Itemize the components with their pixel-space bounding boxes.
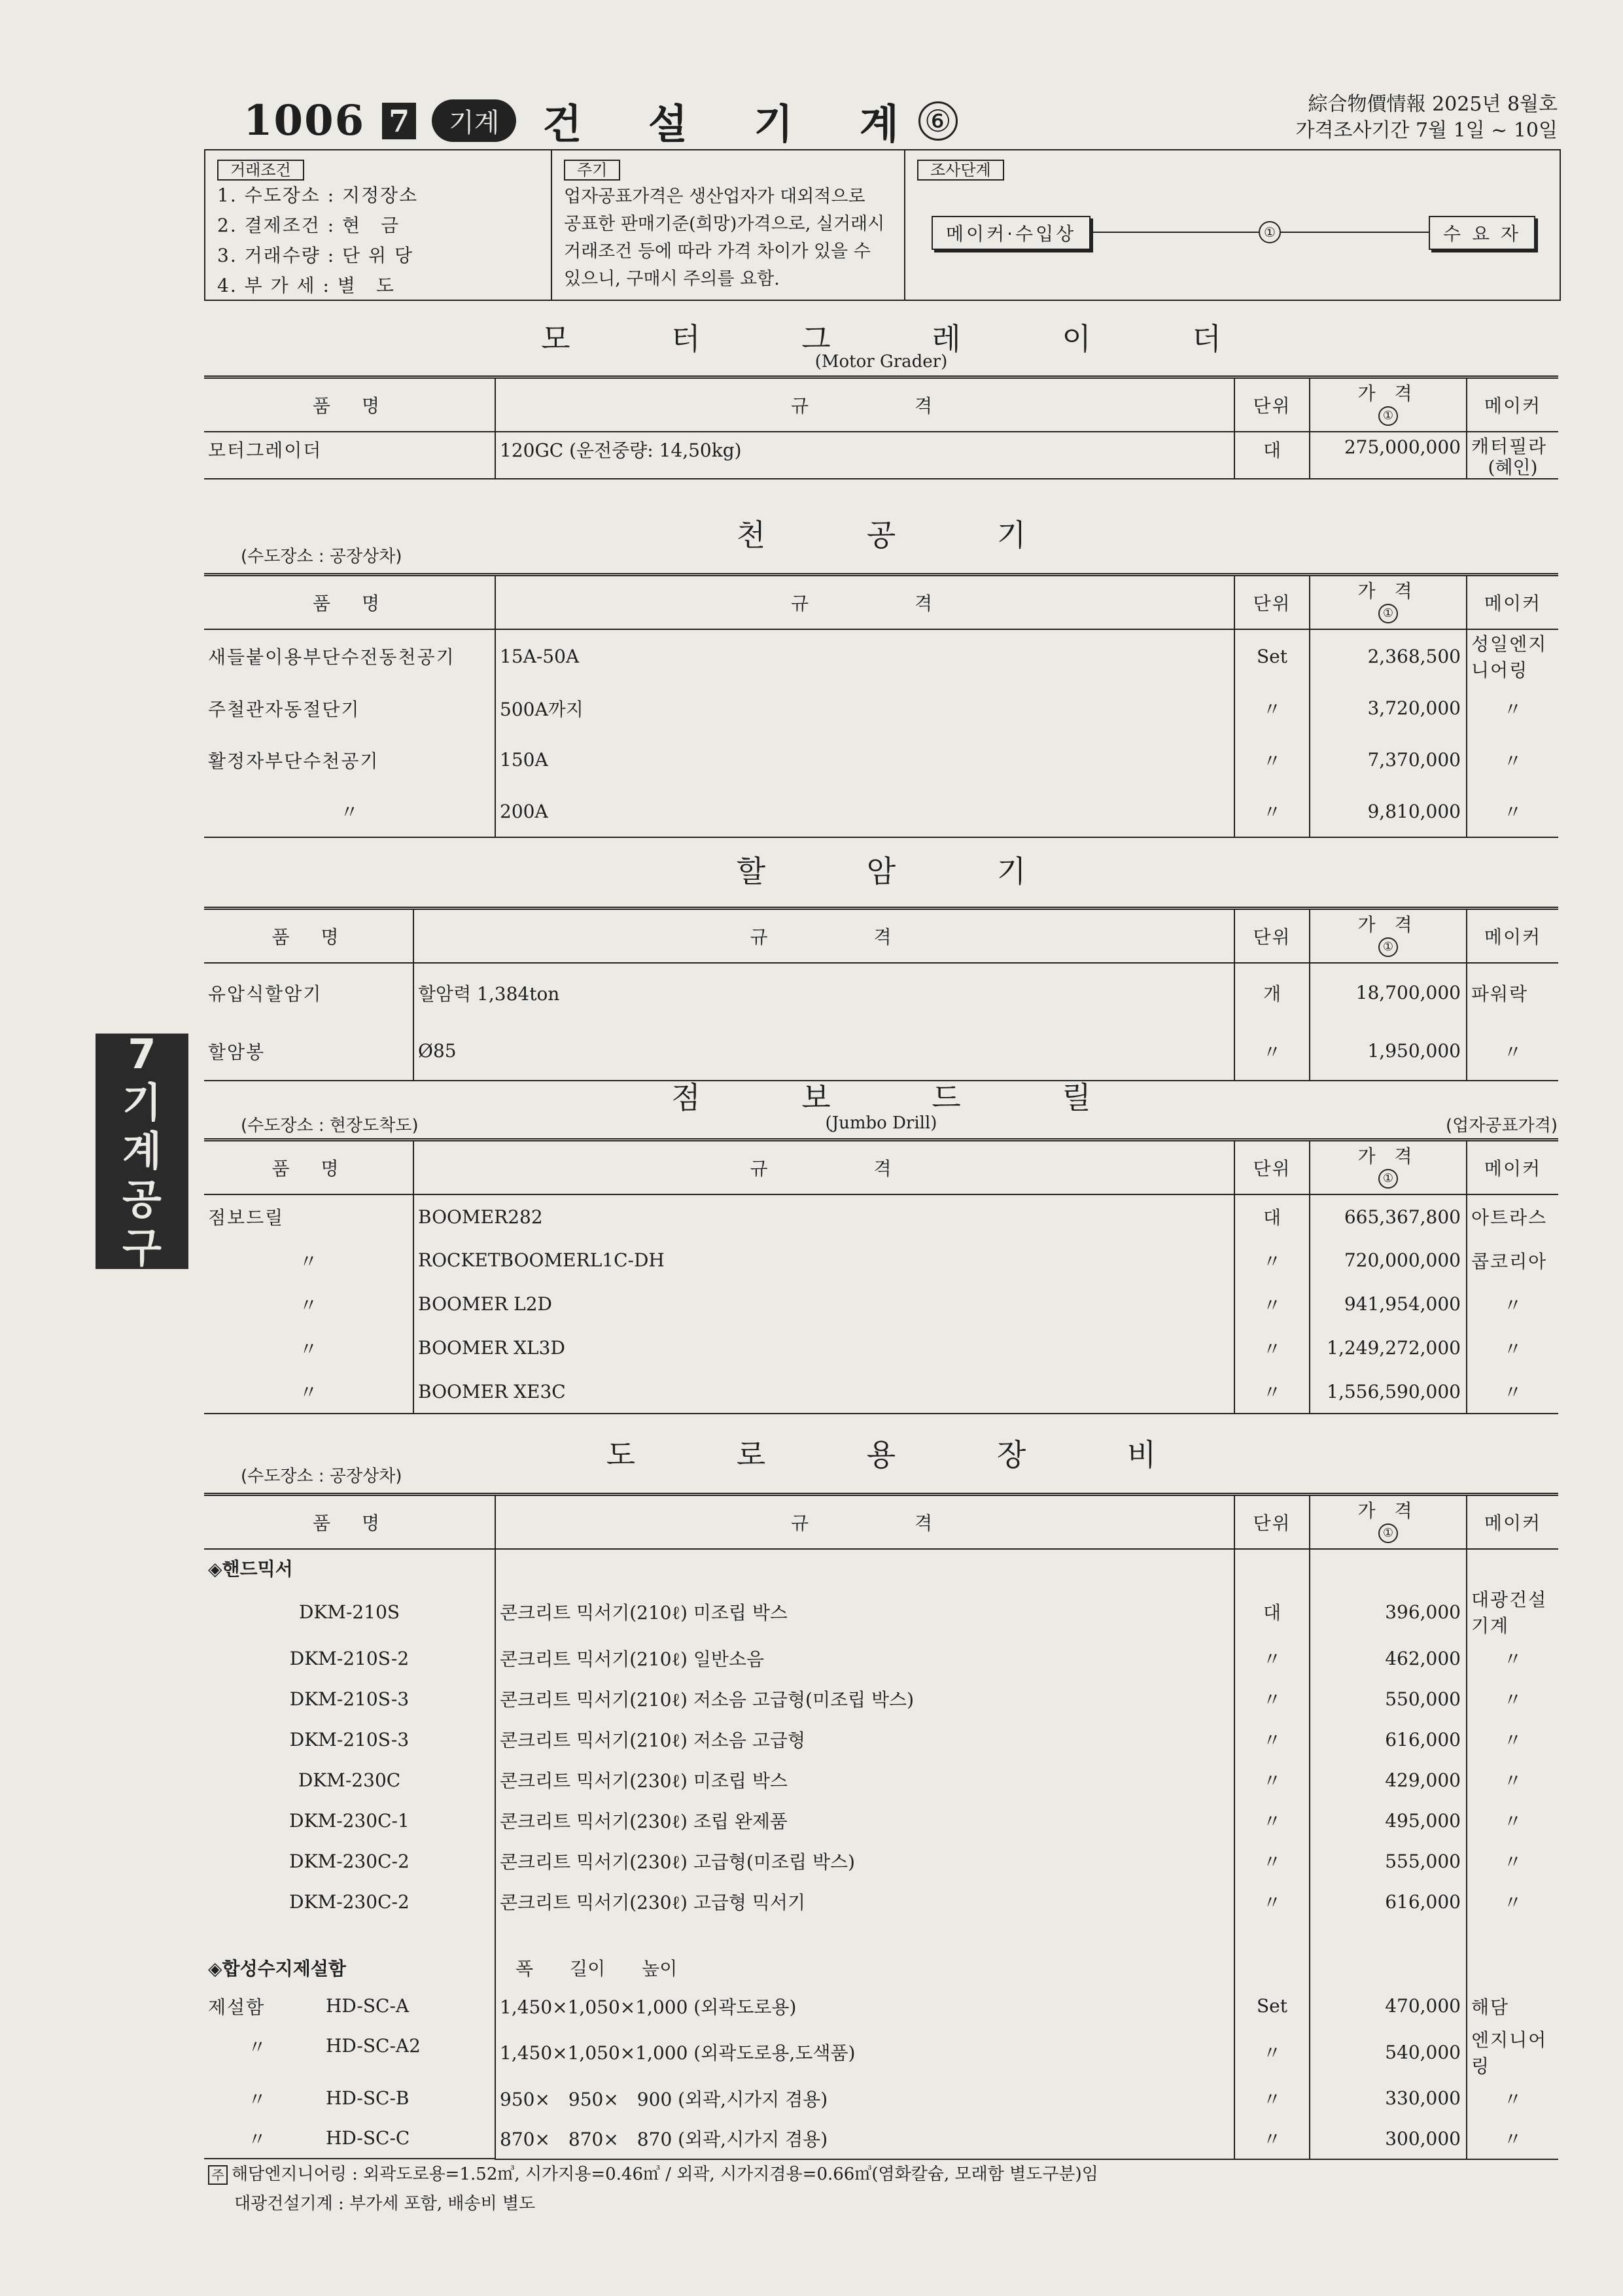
item-unit: 〃 — [1234, 1022, 1310, 1081]
col-price — [1310, 1495, 1467, 1550]
table-row — [204, 1282, 1558, 1326]
item-name: 새들붙이용부단수전동천공기 — [208, 646, 455, 668]
item-price: 720,000,000 — [1310, 1238, 1467, 1282]
col-spec: 규 격 — [495, 575, 1234, 630]
col-maker: 메이커 — [1467, 909, 1558, 964]
item-unit: 〃 — [1234, 682, 1310, 734]
item-spec: 콘크리트 믹서기(210ℓ) 저소음 고급형 — [495, 1719, 1234, 1760]
item-name: 활정자부단수천공기 — [208, 750, 379, 772]
item-name: DKM-210S-3 — [289, 1688, 410, 1710]
trade-condition-item: 1. 수도장소 : 지정장소 — [217, 184, 419, 206]
item-spec: BOOMER XE3C — [413, 1370, 1234, 1414]
item-price: 396,000 — [1310, 1586, 1467, 1638]
item-maker: 〃 — [1467, 1719, 1558, 1760]
item-unit: 〃 — [1234, 2118, 1310, 2159]
flow-marker: ① — [1259, 221, 1281, 243]
item-unit: 대 — [1234, 432, 1310, 479]
item-spec: BOOMER282 — [413, 1194, 1234, 1238]
item-name — [204, 2026, 495, 2066]
item-maker: 해담 — [1467, 1986, 1558, 2026]
survey-flow — [932, 216, 1560, 249]
trade-conditions-label: 거래조건 — [217, 160, 304, 181]
item-unit: 개 — [1234, 963, 1310, 1022]
publication-title: 綜合物價情報 2025년 8월호 — [1308, 93, 1558, 116]
note-mark: 주 — [208, 2165, 228, 2185]
empty-cell — [1310, 1949, 1467, 1986]
col-item: 품 명 — [204, 1495, 495, 1550]
spacer-row — [204, 1922, 1558, 1949]
item-name: 〃 — [299, 1338, 318, 1360]
delivery-place-jumbo: (수도장소 : 현장도착도) — [241, 1116, 419, 1136]
item-maker: 〃 — [1467, 1881, 1558, 1922]
item-model: HD-SC-A — [326, 1995, 410, 2017]
empty-cell — [204, 1922, 495, 1949]
notes-label: 주기 — [564, 160, 620, 181]
item-spec: 950× 950× 900 (외곽,시가지 겸용) — [495, 2078, 1234, 2118]
col-price — [1310, 377, 1467, 432]
table-row — [204, 1719, 1558, 1760]
side-tab-char: 기 — [122, 1079, 162, 1126]
item-name: DKM-210S — [298, 1601, 400, 1623]
item-unit: 〃 — [1234, 734, 1310, 786]
col-unit: 단위 — [1234, 575, 1310, 630]
item-name — [204, 1986, 495, 2026]
item-unit: Set — [1234, 629, 1310, 682]
item-name: DKM-210S-3 — [289, 1728, 410, 1750]
empty-cell — [1310, 1922, 1467, 1949]
group-spec-header — [495, 1549, 1234, 1586]
table-row — [204, 2078, 1558, 2118]
group-spec-header: 폭 길이 높이 — [495, 1949, 1234, 1986]
item-price: 9,810,000 — [1310, 786, 1467, 837]
delivery-place-road: (수도장소 : 공장상차) — [241, 1467, 402, 1486]
item-unit: 〃 — [1234, 2026, 1310, 2078]
item-model: HD-SC-A2 — [326, 2035, 421, 2057]
item-maker: 〃 — [1467, 1679, 1558, 1719]
table-row — [204, 1022, 1558, 1081]
flow-from-box: 메이커·수입상 — [932, 216, 1091, 250]
section-title-road-equipment: 도 로 용 장 비 — [606, 1437, 1202, 1472]
publication-info — [1296, 92, 1558, 144]
conditions-box — [204, 149, 1561, 301]
table-row — [204, 1679, 1558, 1719]
item-price: 495,000 — [1310, 1800, 1467, 1841]
item-price: 665,367,800 — [1310, 1194, 1467, 1238]
item-price: 470,000 — [1310, 1986, 1467, 2026]
item-maker: 파워락 — [1467, 963, 1558, 1022]
item-spec: 870× 870× 870 (외곽,시가지 겸용) — [495, 2118, 1234, 2159]
item-maker: 〃 — [1467, 1282, 1558, 1326]
item-prefix: 〃 — [247, 2128, 266, 2150]
col-price — [1310, 575, 1467, 630]
item-price: 616,000 — [1310, 1719, 1467, 1760]
item-spec: 콘크리트 믹서기(230ℓ) 조립 완제품 — [495, 1800, 1234, 1841]
table-row — [204, 1370, 1558, 1414]
section-title-motor-grader: 모 터 그 레 이 더 — [541, 321, 1267, 357]
item-spec: BOOMER XL3D — [413, 1326, 1234, 1370]
table-row — [204, 2026, 1558, 2078]
item-model: HD-SC-C — [326, 2127, 410, 2149]
notes-line: 공표한 판매기준(희망)가격으로, 실거래시 — [564, 214, 885, 234]
side-tab-char: 공 — [122, 1175, 162, 1223]
item-unit: 〃 — [1234, 1760, 1310, 1800]
col-price-label: 가 격 — [1357, 383, 1419, 404]
item-price: 3,720,000 — [1310, 682, 1467, 734]
item-price: 1,950,000 — [1310, 1022, 1467, 1081]
item-name: 할암봉 — [204, 1022, 413, 1081]
table-row — [204, 1194, 1558, 1238]
col-spec: 규 격 — [495, 377, 1234, 432]
table-header-row — [204, 1140, 1558, 1195]
section-subtitle-motor-grader: (Motor Grader) — [814, 352, 948, 372]
col-maker: 메이커 — [1467, 575, 1558, 630]
footnote-1 — [208, 2161, 1098, 2185]
item-unit: 〃 — [1234, 1719, 1310, 1760]
item-name: DKM-230C-2 — [289, 1890, 410, 1913]
page-number: 1006 — [243, 96, 366, 145]
item-maker: 아트라스 — [1467, 1194, 1558, 1238]
item-spec: 1,450×1,050×1,000 (외곽도로용) — [495, 1986, 1234, 2026]
table-header-row — [204, 1495, 1558, 1550]
col-maker: 메이커 — [1467, 377, 1558, 432]
col-maker: 메이커 — [1467, 1140, 1558, 1195]
col-price-marker: ① — [1378, 1169, 1398, 1189]
item-spec: 15A-50A — [495, 629, 1234, 682]
item-price: 275,000,000 — [1310, 432, 1467, 479]
col-unit: 단위 — [1234, 909, 1310, 964]
table-header-row — [204, 377, 1558, 432]
item-maker: 〃 — [1467, 682, 1558, 734]
page-title-number: ⑥ — [918, 101, 958, 141]
item-unit: 대 — [1234, 1194, 1310, 1238]
col-spec: 규 격 — [413, 909, 1234, 964]
trade-condition-item: 4. 부 가 세 : 별 도 — [217, 275, 395, 296]
item-maker: 〃 — [1467, 1370, 1558, 1414]
table-jumbo-drill — [204, 1138, 1558, 1414]
item-maker: 〃 — [1467, 2078, 1558, 2118]
item-maker: 〃 — [1467, 1022, 1558, 1081]
chapter-side-tab — [96, 1030, 188, 1272]
empty-cell — [495, 1922, 1234, 1949]
item-price: 330,000 — [1310, 2078, 1467, 2118]
table-row — [204, 1841, 1558, 1881]
side-tab-char: 계 — [122, 1127, 162, 1175]
col-unit: 단위 — [1234, 1140, 1310, 1195]
col-unit: 단위 — [1234, 377, 1310, 432]
col-item: 품 명 — [204, 377, 495, 432]
table-row — [204, 786, 1558, 837]
item-spec: 콘크리트 믹서기(210ℓ) 저소음 고급형(미조립 박스) — [495, 1679, 1234, 1719]
item-spec: 500A까지 — [495, 682, 1234, 734]
item-name: 〃 — [204, 786, 495, 837]
item-price: 550,000 — [1310, 1679, 1467, 1719]
item-price: 300,000 — [1310, 2118, 1467, 2159]
item-maker: 〃 — [1467, 734, 1558, 786]
item-unit: 〃 — [1234, 1881, 1310, 1922]
item-maker: 〃 — [1467, 786, 1558, 837]
item-spec: 200A — [495, 786, 1234, 837]
table-row — [204, 1800, 1558, 1841]
col-price-label: 가 격 — [1357, 1145, 1419, 1167]
item-maker: 〃 — [1467, 1760, 1558, 1800]
category-badge: 기계 — [432, 99, 516, 142]
table-motor-grader — [204, 375, 1558, 479]
section-number-badge: 7 — [382, 103, 416, 139]
delivery-place-drill: (수도장소 : 공장상차) — [241, 547, 402, 566]
table-row — [204, 1760, 1558, 1800]
item-name: DKM-230C-2 — [289, 1850, 410, 1872]
trade-conditions-list — [217, 181, 539, 301]
table-splitter — [204, 907, 1558, 1081]
item-spec: ROCKETBOOMERL1C-DH — [413, 1238, 1234, 1282]
col-item: 품 명 — [204, 1140, 413, 1195]
notes-line: 업자공표가격은 생산업자가 대외적으로 — [564, 186, 865, 207]
table-row — [204, 1586, 1558, 1638]
table-road-equipment — [204, 1493, 1558, 2160]
item-name: 점보드릴 — [208, 1207, 285, 1228]
item-maker: 〃 — [1467, 2118, 1558, 2159]
footnote-2: 대광건설기계 : 부가세 포함, 배송비 별도 — [234, 2194, 536, 2214]
item-spec: 1,450×1,050×1,000 (외곽도로용,도색품) — [495, 2026, 1234, 2078]
jumbo-rows — [204, 1194, 1558, 1414]
empty-cell — [1310, 1549, 1467, 1586]
empty-cell — [1234, 1949, 1310, 1986]
item-maker: 〃 — [1467, 1638, 1558, 1679]
maker-name: 캐터필라 — [1471, 436, 1548, 457]
item-price: 18,700,000 — [1310, 963, 1467, 1022]
item-spec: 콘크리트 믹서기(210ℓ) 일반소음 — [495, 1638, 1234, 1679]
item-maker: 〃 — [1467, 1326, 1558, 1370]
trade-condition-item: 3. 거래수량 : 단 위 당 — [217, 245, 413, 266]
group-row — [204, 1949, 1558, 1986]
item-price: 429,000 — [1310, 1760, 1467, 1800]
item-unit: 〃 — [1234, 1370, 1310, 1414]
col-price-marker: ① — [1378, 406, 1398, 426]
col-spec: 규 격 — [413, 1140, 1234, 1195]
footnote-1-text: 해담엔지니어링 : 외곽도로용=1.52㎥, 시가지용=0.46㎥ / 외곽, 시가지겸용=0.66㎥(염화칼슘, 모래함 별도구분)임 — [232, 2165, 1098, 2184]
item-name — [204, 2078, 495, 2118]
item-prefix: 〃 — [247, 2036, 266, 2058]
col-spec: 규 격 — [495, 1495, 1234, 1550]
item-unit: 〃 — [1234, 1326, 1310, 1370]
table-row — [204, 2118, 1558, 2159]
item-name: 〃 — [299, 1250, 318, 1272]
col-price-marker: ① — [1378, 604, 1398, 623]
item-spec: 120GC (운전중량: 14,50kg) — [495, 432, 1234, 479]
drill-rows — [204, 629, 1558, 837]
road-rows — [204, 1549, 1558, 2159]
item-spec: 콘크리트 믹서기(210ℓ) 미조립 박스 — [495, 1586, 1234, 1638]
price-basis-jumbo: (업자공표가격) — [1446, 1116, 1558, 1136]
item-name: DKM-230C-1 — [289, 1809, 410, 1832]
item-price: 1,556,590,000 — [1310, 1370, 1467, 1414]
group-label: ◈합성수지제설함 — [208, 1958, 346, 1979]
side-tab-number: 7 — [128, 1030, 156, 1078]
item-prefix: 제설함 — [208, 1996, 266, 2018]
item-unit: 〃 — [1234, 1282, 1310, 1326]
item-spec: 콘크리트 믹서기(230ℓ) 고급형 믹서기 — [495, 1881, 1234, 1922]
section-title-jumbo-drill: 점 보 드 릴 — [671, 1080, 1137, 1115]
item-spec: 콘크리트 믹서기(230ℓ) 고급형(미조립 박스) — [495, 1841, 1234, 1881]
empty-cell — [1234, 1922, 1310, 1949]
trade-condition-item: 2. 결제조건 : 현 금 — [217, 215, 400, 236]
item-name: 〃 — [299, 1294, 318, 1316]
item-unit: Set — [1234, 1986, 1310, 2026]
col-item: 품 명 — [204, 575, 495, 630]
item-name: DKM-230C — [298, 1769, 401, 1791]
item-maker: 〃 — [1467, 1841, 1558, 1881]
survey-period: 가격조사기간 7월 1일 ~ 10일 — [1295, 119, 1558, 142]
table-header-row — [204, 575, 1558, 630]
table-row — [204, 963, 1558, 1022]
table-header-row — [204, 909, 1558, 964]
splitter-rows — [204, 963, 1558, 1081]
item-price: 7,370,000 — [1310, 734, 1467, 786]
item-spec: 150A — [495, 734, 1234, 786]
item-unit: 〃 — [1234, 2078, 1310, 2118]
col-unit: 단위 — [1234, 1495, 1310, 1550]
section-title-splitter: 할 암 기 — [736, 854, 1072, 889]
col-maker: 메이커 — [1467, 1495, 1558, 1550]
item-unit: 〃 — [1234, 1800, 1310, 1841]
table-row — [204, 1986, 1558, 2026]
item-spec: 콘크리트 믹서기(230ℓ) 미조립 박스 — [495, 1760, 1234, 1800]
page-title: 건 설 기 계 — [542, 100, 925, 148]
section-title-drill: 천 공 기 — [736, 517, 1072, 553]
empty-cell — [1467, 1549, 1558, 1586]
col-price-marker: ① — [1378, 1523, 1398, 1543]
item-maker: 대광건설기계 — [1467, 1586, 1558, 1638]
trade-conditions — [205, 150, 552, 300]
item-name: 〃 — [204, 1370, 413, 1414]
table-row — [204, 1638, 1558, 1679]
item-name — [204, 2118, 495, 2159]
item-spec: BOOMER L2D — [413, 1282, 1234, 1326]
col-price-label: 가 격 — [1357, 914, 1419, 935]
page-header — [243, 92, 958, 150]
item-maker: 성일엔지니어링 — [1467, 629, 1558, 682]
table-row — [204, 1881, 1558, 1922]
item-name: 유압식할암기 — [208, 983, 323, 1005]
item-unit: 〃 — [1234, 786, 1310, 837]
section-subtitle-jumbo-drill: (Jumbo Drill) — [825, 1113, 937, 1133]
col-price-label: 가 격 — [1357, 1500, 1419, 1522]
item-maker — [1467, 432, 1558, 479]
col-price-label: 가 격 — [1357, 580, 1419, 602]
table-drill — [204, 573, 1558, 838]
item-spec: 할암력 1,384ton — [413, 963, 1234, 1022]
maker-sub: (혜인) — [1488, 457, 1538, 478]
flow-to-box: 수 요 자 — [1429, 216, 1535, 250]
item-unit: 〃 — [1234, 1238, 1310, 1282]
item-name: 모터그레이더 — [204, 432, 495, 479]
col-price-marker: ① — [1378, 937, 1398, 957]
item-price: 462,000 — [1310, 1638, 1467, 1679]
side-tab-char: 구 — [122, 1224, 162, 1272]
item-price: 540,000 — [1310, 2026, 1467, 2078]
notes-line: 거래조건 등에 따라 가격 차이가 있을 수 — [564, 241, 871, 262]
item-model: HD-SC-B — [326, 2087, 410, 2109]
table-row — [204, 1326, 1558, 1370]
survey-stage-label: 조사단계 — [917, 160, 1004, 181]
table-row — [204, 734, 1558, 786]
notes-line: 있으니, 구매시 주의를 요함. — [564, 269, 780, 289]
item-maker: 〃 — [1467, 1800, 1558, 1841]
item-price: 941,954,000 — [1310, 1282, 1467, 1326]
item-maker: 엔지니어링 — [1467, 2026, 1558, 2078]
survey-stage-panel — [905, 150, 1560, 300]
item-name: DKM-210S-2 — [289, 1647, 410, 1669]
item-price: 1,249,272,000 — [1310, 1326, 1467, 1370]
item-spec: Ø85 — [413, 1022, 1234, 1081]
table-row — [204, 682, 1558, 734]
group-row — [204, 1549, 1558, 1586]
item-price: 616,000 — [1310, 1881, 1467, 1922]
notes-text — [564, 183, 892, 293]
notes-panel — [552, 150, 905, 300]
group-label: ◈핸드믹서 — [208, 1557, 293, 1580]
item-name: 주철관자동절단기 — [208, 698, 360, 720]
col-item: 품 명 — [204, 909, 413, 964]
item-unit: 〃 — [1234, 1841, 1310, 1881]
table-row — [204, 432, 1558, 479]
item-unit: 〃 — [1234, 1679, 1310, 1719]
empty-cell — [1234, 1549, 1310, 1586]
item-price: 2,368,500 — [1310, 629, 1467, 682]
col-price — [1310, 1140, 1467, 1195]
empty-cell — [1467, 1922, 1558, 1949]
table-row — [204, 1238, 1558, 1282]
item-unit: 〃 — [1234, 1638, 1310, 1679]
table-row — [204, 629, 1558, 682]
empty-cell — [1467, 1949, 1558, 1986]
item-unit: 대 — [1234, 1586, 1310, 1638]
item-maker: 콥코리아 — [1467, 1238, 1558, 1282]
col-price — [1310, 909, 1467, 964]
item-prefix: 〃 — [247, 2088, 266, 2110]
item-price: 555,000 — [1310, 1841, 1467, 1881]
